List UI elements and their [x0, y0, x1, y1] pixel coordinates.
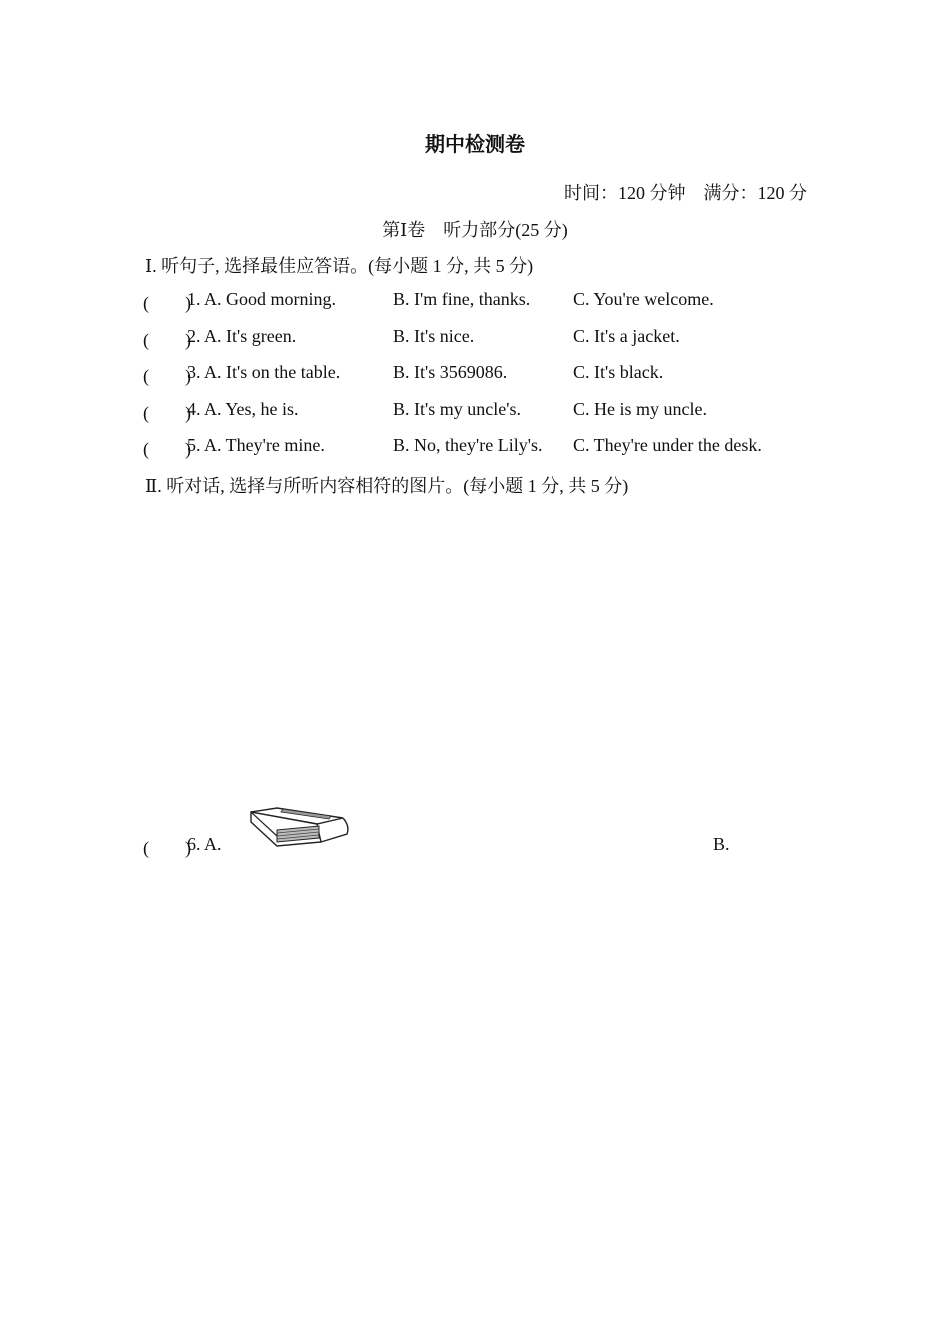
option-c: C. It's a jacket. — [573, 326, 680, 346]
option-a: 3. A. It's on the table. — [187, 362, 341, 382]
option-c: C. He is my uncle. — [573, 399, 707, 419]
option-b: B. It's nice. — [393, 326, 475, 346]
option-c: C. You're welcome. — [573, 289, 714, 309]
section-1-heading: Ⅰ. 听句子, 选择最佳应答语。(每小题 1 分, 共 5 分) — [145, 256, 534, 276]
question-row — [143, 362, 803, 386]
option-b: B. It's 3569086. — [393, 362, 508, 382]
option-b-label: B. — [713, 834, 730, 854]
option-a-label: 6. A. — [187, 834, 222, 854]
option-a: 1. A. Good morning. — [187, 289, 337, 309]
answer-blank[interactable]: ( ) — [143, 439, 191, 459]
answer-blank[interactable]: ( ) — [143, 293, 191, 313]
answer-blank[interactable]: ( ) — [143, 838, 191, 858]
answer-blank[interactable]: ( ) — [143, 330, 191, 350]
answer-blank[interactable]: ( ) — [143, 366, 191, 386]
question-row — [143, 326, 803, 350]
part-title: 第Ⅰ卷 听力部分(25 分) — [382, 220, 568, 240]
option-a: 2. A. It's green. — [187, 326, 297, 346]
question-row — [143, 399, 803, 423]
section-2-heading: Ⅱ. 听对话, 选择与所听内容相符的图片。(每小题 1 分, 共 5 分) — [145, 476, 629, 496]
option-b: B. No, they're Lily's. — [393, 435, 543, 455]
option-c: C. They're under the desk. — [573, 435, 762, 455]
question-row — [143, 289, 803, 313]
pencil-case-icon — [247, 806, 351, 855]
option-c: C. It's black. — [573, 362, 664, 382]
option-b: B. It's my uncle's. — [393, 399, 521, 419]
answer-blank[interactable]: ( ) — [143, 403, 191, 423]
page-title: 期中检测卷 — [425, 132, 525, 156]
question-6-row — [143, 832, 743, 862]
exam-meta: 时间：120 分钟 满分：120 分 — [564, 183, 807, 203]
option-a: 5. A. They're mine. — [187, 435, 325, 455]
option-a: 4. A. Yes, he is. — [187, 399, 299, 419]
option-b: B. I'm fine, thanks. — [393, 289, 531, 309]
question-row — [143, 435, 803, 459]
